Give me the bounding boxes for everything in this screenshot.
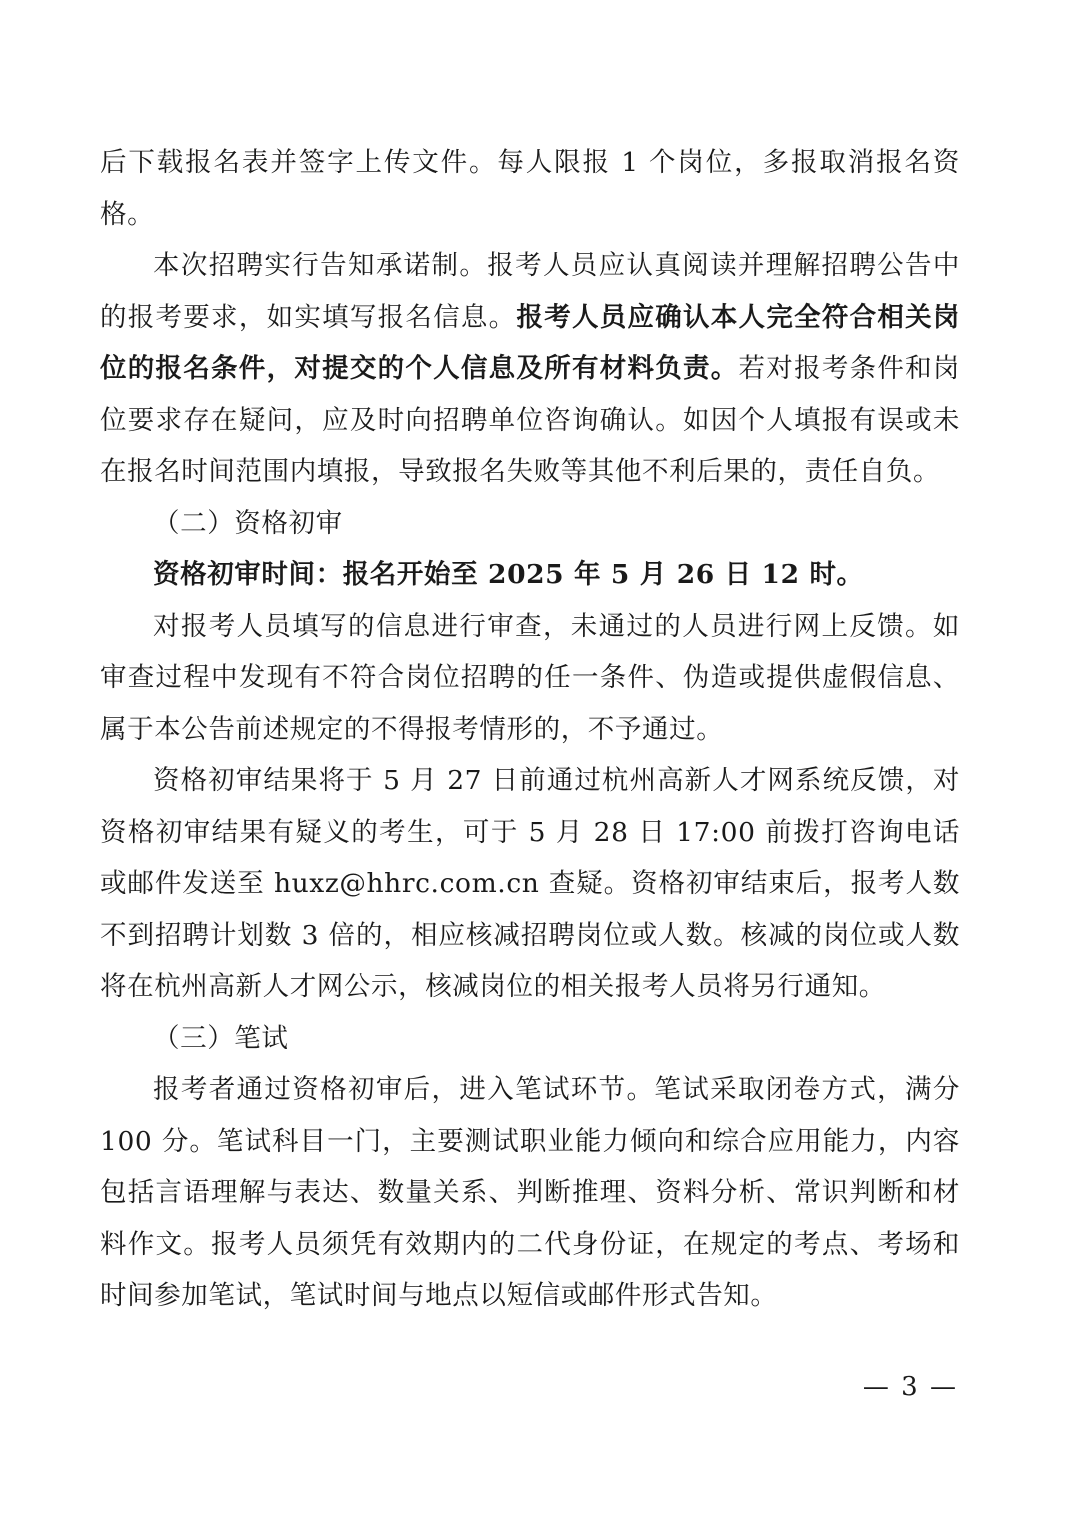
paragraph-review-process: 对报考人员填写的信息进行审查，未通过的人员进行网上反馈。如审查过程中发现有不符合岗位招聘的任一条件、伪造或提供虚假信息、属于本公告前述规定的不得报考情形的，不予通过。	[100, 610, 960, 745]
paragraph-commitment	[100, 240, 960, 498]
page-number: — 3 —	[862, 1372, 958, 1402]
section-heading-written-exam: （三）笔试	[153, 1022, 289, 1054]
paragraph-review-time: 资格初审时间：报名开始至 2025 年 5 月 26 日 12 时。	[153, 559, 864, 590]
paragraph-review-result: 资格初审结果将于 5 月 27 日前通过杭州高新人才网系统反馈，对资格初审结果有疑义的考生，可于 5 月 28 日 17:00 前拨打咨询电话或邮件发送至 huxz@hhrc.com.cn 查疑。资格初审结束后，报考人数不到招聘计划数 3 倍的，相应核减招聘岗位或人数。核减的岗位或人数将在杭州高新人才网公示，核减岗位的相关报考人员将另行通知。	[100, 765, 960, 1002]
paragraph-text: 后下载报名表并签字上传文件。每人限报 1 个岗位，多报取消报名资格。	[100, 147, 960, 230]
paragraph-text: 本次招聘实行告知承诺制。报考人员应认真阅读并理解招聘公告中的报考要求，如实填写报名信息。	[100, 250, 960, 333]
paragraph-bold-text: 报考人员应确认本人完全符合相关岗位的报名条件，对提交的个人信息及所有材料负责。	[100, 301, 960, 384]
paragraph-written-exam: 报考者通过资格初审后，进入笔试环节。笔试采取闭卷方式，满分 100 分。笔试科目一门，主要测试职业能力倾向和综合应用能力，内容包括言语理解与表达、数量关系、判断推理、资料分析、常识判断和材料作文。报考人员须凭有效期内的二代身份证，在规定的考点、考场和时间参加笔试，笔试时间与地点以短信或邮件形式告知。	[100, 1074, 960, 1311]
document-body	[100, 137, 960, 1322]
paragraph-registration-end	[100, 137, 960, 240]
section-heading-qualification-review: （二）资格初审	[153, 507, 343, 539]
paragraph-text: 若对报考条件和岗位要求存在疑问，应及时向招聘单位咨询确认。如因个人填报有误或未在报名时间范围内填报，导致报名失败等其他不利后果的，责任自负。	[100, 353, 960, 487]
